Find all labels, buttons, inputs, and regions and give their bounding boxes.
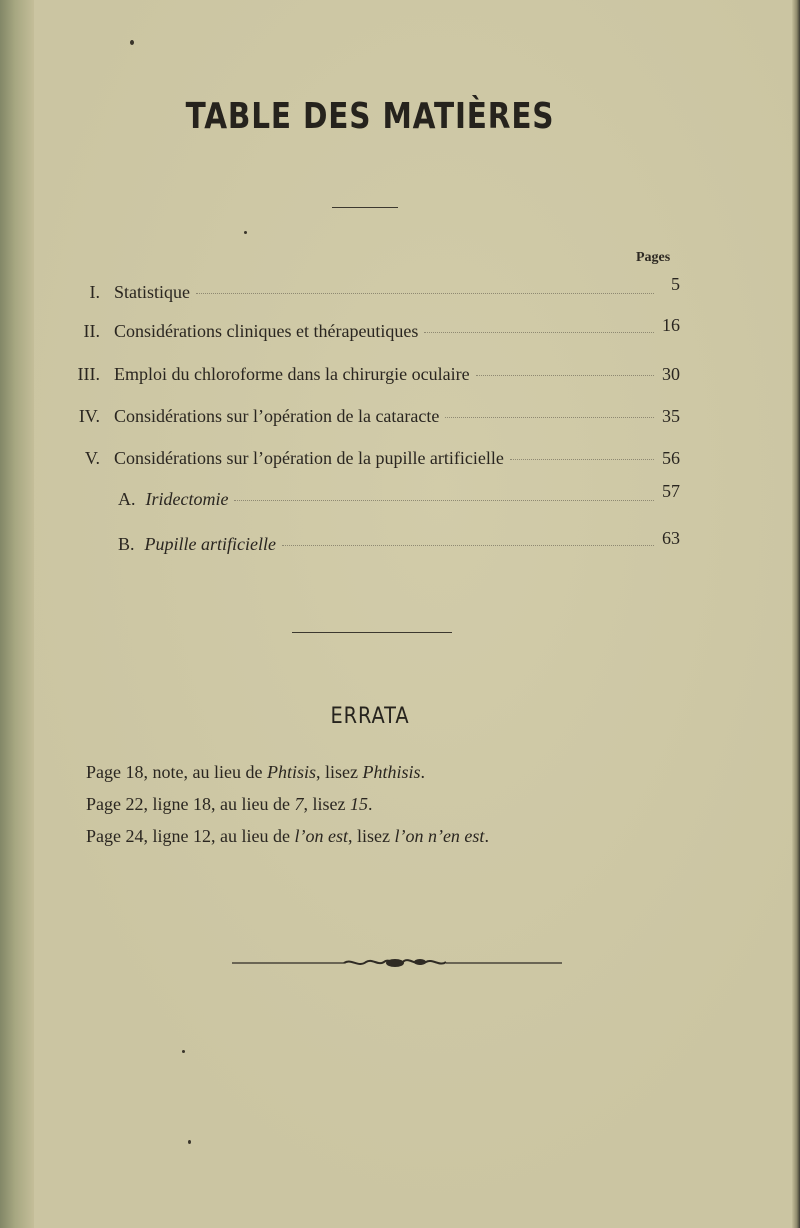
errata-entry [86,794,372,815]
toc-subentry [118,481,680,513]
errata-correct-term: l’on n’en est [394,826,485,846]
errata-wrong-term: 7 [294,794,304,814]
errata-text: , lisez [303,794,350,814]
paper-speck [182,1050,185,1053]
toc-leader-dots [282,545,654,546]
toc-leader-dots [476,375,654,376]
toc-leader-dots [234,500,654,501]
errata-wrong-term: Phtisis [266,762,316,782]
toc-entry-number: IV. [78,406,100,426]
toc-entry-number: I. [89,282,100,302]
toc-entry-title: Emploi du chloroforme dans la chirurgie oculaire [114,364,470,384]
toc-entry-page: 30 [662,364,680,384]
toc-entry-page: 63 [662,528,680,548]
errata-correct-term: Phthisis [362,762,421,782]
toc-entry [60,448,680,472]
toc-entry-number: III. [77,364,100,384]
section-divider [292,632,452,633]
toc-subentry [118,528,680,558]
toc-entry-title: Pupille artificielle [144,534,276,554]
paper-speck [188,1140,191,1144]
toc-entry-number: A. [118,489,136,509]
errata-text: , lisez [347,826,395,846]
toc-entry [60,364,680,388]
toc-entry-page: 16 [662,315,680,335]
toc-entry-page: 57 [662,481,680,501]
toc-entry-title: Considérations sur l’opération de la pupille artificielle [114,448,504,468]
errata-heading: ERRATA [330,704,410,729]
toc-entry-page: 56 [662,448,680,468]
toc-entry-number: V. [84,448,100,468]
toc-entry-page: 35 [662,406,680,426]
paper-speck [244,231,247,234]
toc-entry-number: II. [83,321,100,341]
toc-leader-dots [445,417,654,418]
toc-entry-number: B. [118,534,135,554]
toc-leader-dots [196,293,654,294]
toc-leader-dots [424,332,654,333]
errata-wrong-term: l’on est [294,826,348,846]
errata-text: Page 18, note, au lieu de [86,762,267,782]
toc-entry-page: 5 [671,274,680,294]
errata-correct-term: 15 [349,794,368,814]
toc-entry-title: Considérations cliniques et thérapeutiques [114,321,419,341]
errata-text: Page 22, ligne 18, au lieu de [86,794,295,814]
toc-entry-title: Considérations sur l’opération de la cataracte [114,406,440,426]
errata-text: . [367,794,373,814]
paper-speck [130,40,134,45]
toc-entry [60,315,680,345]
title-divider [332,207,398,208]
page-title: TABLE DES MATIÈRES [185,96,555,137]
toc-entry [60,274,680,306]
errata-text: . [484,826,489,846]
errata-text: , lisez [315,762,363,782]
toc-entry-title: Statistique [114,282,190,302]
pages-column-label: Pages [636,250,671,265]
errata-text: . [420,762,425,782]
errata-text: Page 24, ligne 12, au lieu de [86,826,295,846]
errata-entry [86,826,489,847]
page-binding-edge [0,0,34,1228]
errata-entry [86,762,425,783]
toc-entry-title: Iridectomie [145,489,229,509]
page-right-edge [792,0,800,1228]
ornamental-rule [232,956,562,970]
toc-entry [60,406,680,430]
toc-leader-dots [510,459,654,460]
